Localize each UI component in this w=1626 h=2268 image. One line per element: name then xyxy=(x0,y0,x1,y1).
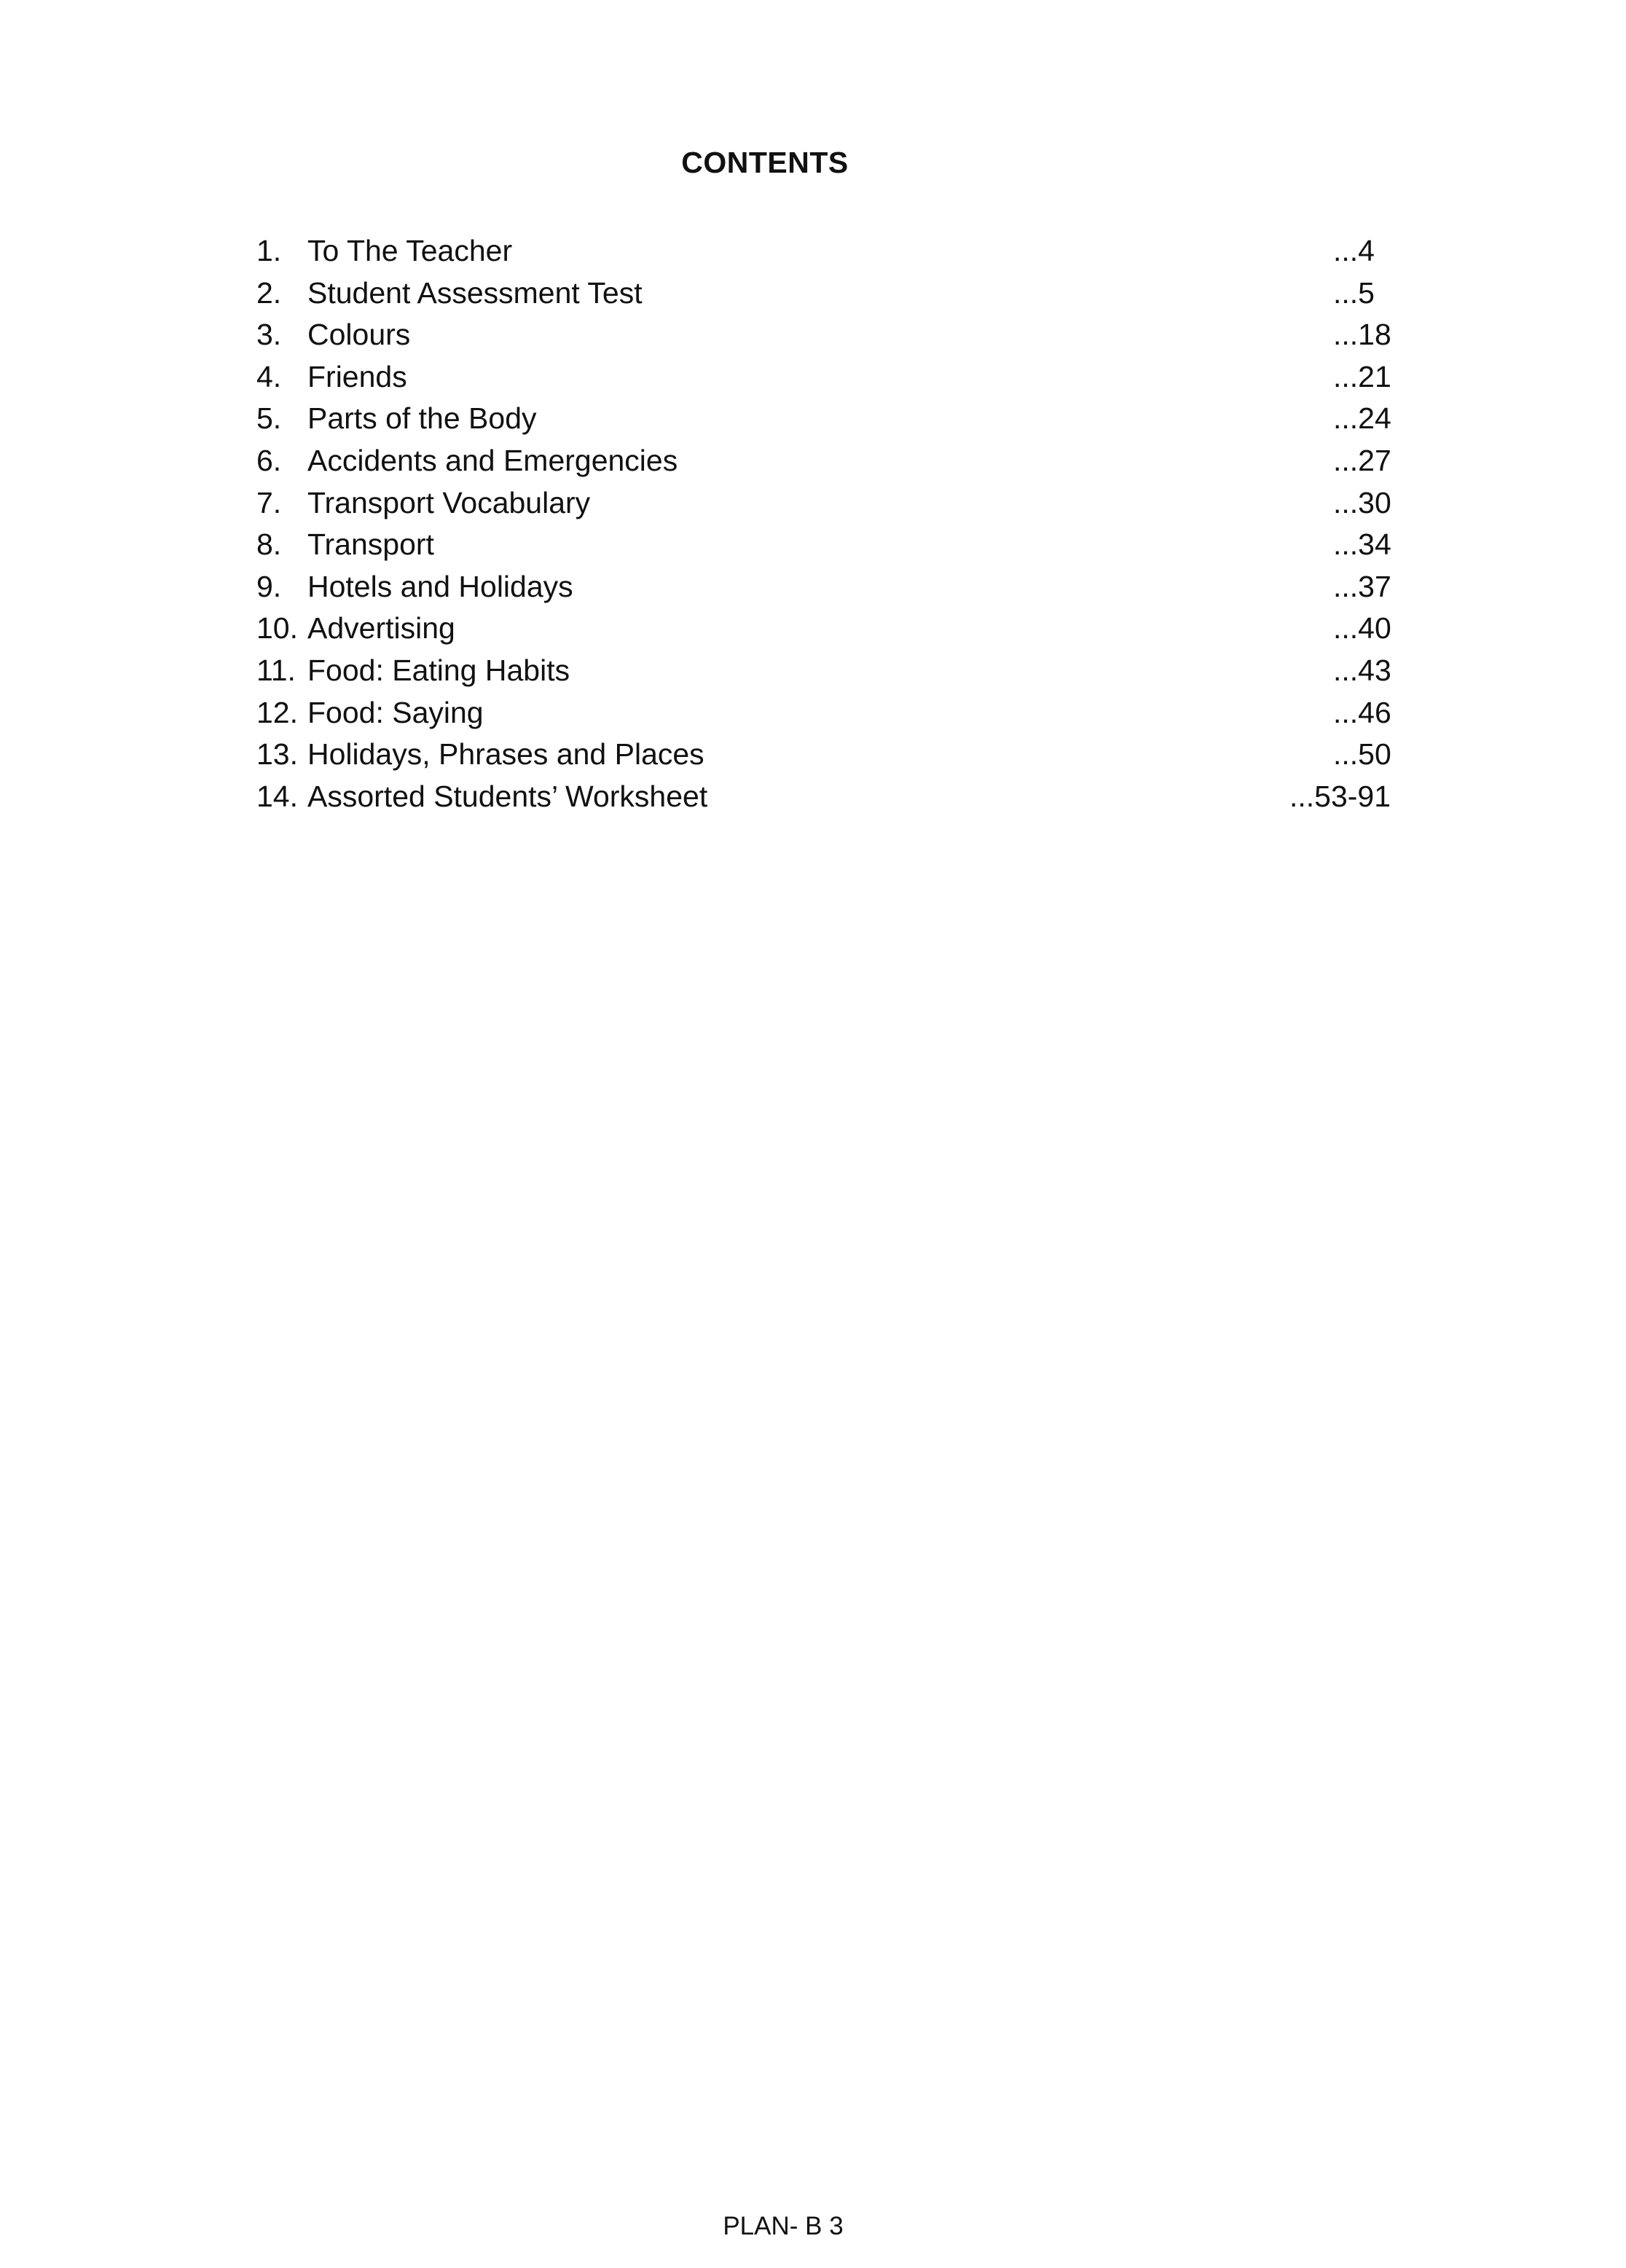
toc-entry xyxy=(256,524,1393,566)
toc-entry xyxy=(256,230,1393,272)
toc-entry-title: Holidays, Phrases and Places xyxy=(307,737,704,772)
toc-entry-page: ...5 xyxy=(1333,275,1375,310)
toc-entry-page: ...40 xyxy=(1333,611,1391,646)
toc-entry xyxy=(256,314,1393,356)
toc-entry-number: 12. xyxy=(256,695,298,729)
toc-entry-page: ...4 xyxy=(1333,234,1375,267)
toc-entry-number: 11. xyxy=(256,653,296,687)
toc-entry-page: ...46 xyxy=(1333,695,1391,729)
toc-entry xyxy=(256,440,1393,482)
toc-entry-number: 5. xyxy=(256,401,282,436)
toc-entry xyxy=(256,650,1393,692)
toc-entry xyxy=(256,566,1393,608)
toc-entry-number: 8. xyxy=(256,527,282,562)
toc-entry xyxy=(256,398,1393,440)
toc-entry-number: 4. xyxy=(256,359,282,393)
toc-entry xyxy=(256,482,1393,525)
toc-entry-page: ...50 xyxy=(1333,737,1391,772)
toc-entry-title: Food: Eating Habits xyxy=(307,653,570,687)
toc-entry-title: Hotels and Holidays xyxy=(307,569,573,603)
toc-entry xyxy=(256,356,1393,399)
toc-entry-page: ...30 xyxy=(1333,485,1391,519)
toc-entry-page: ...27 xyxy=(1333,443,1391,477)
toc-entry-number: 6. xyxy=(256,443,282,477)
toc-entry-number: 1. xyxy=(256,234,282,267)
toc-entry-title: Food: Saying xyxy=(307,695,484,729)
toc-entry-title: Accidents and Emergencies xyxy=(307,443,678,477)
toc-entry-number: 7. xyxy=(256,485,282,519)
toc-entry-title: Transport xyxy=(307,527,434,562)
toc-entry-number: 2. xyxy=(256,275,282,310)
toc-entry xyxy=(256,692,1393,734)
table-of-contents xyxy=(256,230,1393,817)
toc-entry-title: Friends xyxy=(307,359,407,393)
toc-entry xyxy=(256,776,1393,818)
toc-entry-title: Parts of the Body xyxy=(307,401,537,436)
toc-entry-number: 14. xyxy=(256,779,298,813)
toc-entry-title: Transport Vocabulary xyxy=(307,485,591,519)
toc-entry-title: Colours xyxy=(307,318,411,352)
toc-entry-page: ...34 xyxy=(1333,527,1391,562)
toc-entry-page: ...21 xyxy=(1333,359,1391,393)
toc-entry-title: Assorted Students’ Worksheet xyxy=(307,779,708,813)
toc-entry-number: 10. xyxy=(256,611,298,646)
toc-entry-page: ...37 xyxy=(1333,569,1391,603)
toc-entry-number: 3. xyxy=(256,318,282,352)
toc-entry-page: ...18 xyxy=(1333,318,1391,352)
toc-entry-number: 13. xyxy=(256,737,298,772)
toc-entry-page: ...24 xyxy=(1333,401,1391,436)
toc-entry xyxy=(256,734,1393,776)
toc-entry-title: To The Teacher xyxy=(307,234,513,267)
toc-entry-page: ...53-91 xyxy=(1289,779,1391,813)
toc-entry-title: Student Assessment Test xyxy=(307,275,643,310)
toc-entry-page: ...43 xyxy=(1333,653,1391,687)
page-footer: PLAN- B 3 xyxy=(723,2212,844,2240)
toc-entry-title: Advertising xyxy=(307,611,455,646)
toc-entry-number: 9. xyxy=(256,569,282,603)
toc-entry xyxy=(256,608,1393,650)
toc-entry xyxy=(256,272,1393,315)
page-title: CONTENTS xyxy=(681,146,849,179)
